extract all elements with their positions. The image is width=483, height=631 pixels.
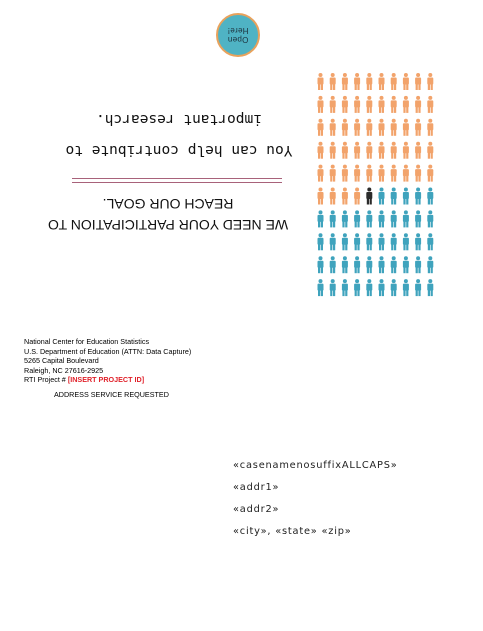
person-icon	[354, 256, 360, 273]
person-icon	[379, 119, 385, 136]
return-dept: U.S. Department of Education (ATTN: Data Capture)	[24, 346, 192, 356]
person-icon	[318, 142, 324, 159]
person-icon	[415, 256, 421, 273]
person-icon	[427, 165, 433, 182]
person-icon	[330, 279, 336, 296]
recipient-address	[233, 455, 398, 543]
person-icon	[318, 279, 324, 296]
person-icon	[342, 256, 348, 273]
person-icon	[391, 73, 397, 90]
person-icon	[330, 233, 336, 250]
person-icon	[354, 233, 360, 250]
person-icon	[391, 188, 397, 205]
return-street: 5265 Capital Boulevard	[24, 356, 99, 365]
person-icon	[403, 233, 409, 250]
divider-line-top	[72, 178, 282, 179]
person-icon	[391, 210, 397, 227]
person-icon	[366, 96, 372, 113]
person-icon	[391, 96, 397, 113]
person-icon	[354, 210, 360, 227]
divider-line-bottom	[72, 182, 282, 183]
contribute-message	[64, 103, 294, 165]
recipient-addr2: «addr2»	[233, 504, 280, 515]
person-icon	[354, 142, 360, 159]
person-icon	[403, 210, 409, 227]
person-icon	[427, 119, 433, 136]
return-org: National Center for Education Statistics	[24, 337, 150, 346]
project-line	[24, 375, 191, 385]
person-icon	[415, 165, 421, 182]
person-icon	[427, 233, 433, 250]
contribute-line-1: You can help contribute to	[65, 142, 293, 158]
person-icon	[403, 142, 409, 159]
person-icon	[403, 73, 409, 90]
person-icon	[318, 96, 324, 113]
person-icon	[415, 210, 421, 227]
person-icon	[342, 96, 348, 113]
recipient-city-line: «city», «state» «zip»	[233, 526, 352, 537]
person-icon	[354, 188, 360, 205]
contribute-line-2: important research.	[96, 111, 262, 127]
person-icon	[318, 210, 324, 227]
person-icon	[427, 210, 433, 227]
person-icon	[342, 119, 348, 136]
person-icon	[366, 233, 372, 250]
person-icon	[330, 256, 336, 273]
project-id: [INSERT PROJECT ID]	[67, 375, 145, 384]
person-icon	[427, 96, 433, 113]
person-icon	[391, 142, 397, 159]
person-icon	[366, 119, 372, 136]
person-icon	[415, 279, 421, 296]
person-icon	[366, 188, 372, 205]
person-icon	[354, 96, 360, 113]
person-icon	[330, 142, 336, 159]
person-icon	[318, 165, 324, 182]
person-icon	[342, 233, 348, 250]
recipient-name: «casenamenosuffixALLCAPS»	[233, 460, 398, 471]
person-icon	[366, 73, 372, 90]
person-icon	[366, 210, 372, 227]
person-icon	[415, 233, 421, 250]
person-icon	[379, 279, 385, 296]
person-icon	[403, 188, 409, 205]
person-icon	[318, 256, 324, 273]
person-icon	[354, 165, 360, 182]
person-icon	[318, 188, 324, 205]
person-icon	[379, 142, 385, 159]
person-icon	[403, 279, 409, 296]
person-icon	[354, 279, 360, 296]
person-icon	[379, 256, 385, 273]
person-icon	[379, 188, 385, 205]
person-icon	[391, 165, 397, 182]
person-icon	[330, 96, 336, 113]
person-icon	[342, 165, 348, 182]
goal-message	[34, 193, 302, 235]
address-service-requested: ADDRESS SERVICE REQUESTED	[54, 390, 169, 399]
person-icon	[342, 188, 348, 205]
open-here-seal[interactable]	[216, 13, 260, 57]
person-icon	[403, 256, 409, 273]
person-icon	[391, 119, 397, 136]
person-icon	[415, 73, 421, 90]
person-icon	[342, 142, 348, 159]
return-city: Raleigh, NC 27616-2925	[24, 365, 104, 375]
person-icon	[379, 165, 385, 182]
person-icon	[415, 188, 421, 205]
person-icon	[330, 188, 336, 205]
person-icon	[403, 165, 409, 182]
seal-line-1: Open	[227, 35, 249, 44]
person-icon	[403, 96, 409, 113]
seal-line-2: Here!	[227, 26, 249, 35]
goal-line-2: REACH OUR GOAL.	[102, 196, 234, 212]
person-icon	[391, 233, 397, 250]
person-icon	[342, 73, 348, 90]
person-icon	[427, 279, 433, 296]
person-icon	[366, 279, 372, 296]
person-icon	[366, 256, 372, 273]
person-icon	[379, 96, 385, 113]
person-icon	[415, 119, 421, 136]
person-icon	[391, 256, 397, 273]
recipient-addr1: «addr1»	[233, 482, 280, 493]
person-icon	[379, 233, 385, 250]
goal-line-1: WE NEED YOUR PARTICIPATION TO	[47, 217, 289, 233]
person-icon	[366, 142, 372, 159]
person-icon	[342, 210, 348, 227]
person-icon	[427, 73, 433, 90]
person-icon	[318, 233, 324, 250]
person-icon	[330, 210, 336, 227]
person-icon	[379, 73, 385, 90]
person-icon	[379, 210, 385, 227]
person-icon	[330, 165, 336, 182]
person-icon	[415, 96, 421, 113]
person-icon	[366, 165, 372, 182]
person-icon	[330, 73, 336, 90]
person-icon	[318, 119, 324, 136]
person-icon	[342, 279, 348, 296]
return-address	[24, 337, 191, 385]
participation-pictograph	[316, 73, 440, 305]
person-icon	[391, 279, 397, 296]
person-icon	[427, 142, 433, 159]
person-icon	[330, 119, 336, 136]
person-icon	[403, 119, 409, 136]
person-icon	[354, 73, 360, 90]
person-icon	[427, 188, 433, 205]
project-prefix: RTI Project #	[24, 375, 68, 384]
person-icon	[354, 119, 360, 136]
person-icon	[318, 73, 324, 90]
person-icon	[415, 142, 421, 159]
person-icon	[427, 256, 433, 273]
